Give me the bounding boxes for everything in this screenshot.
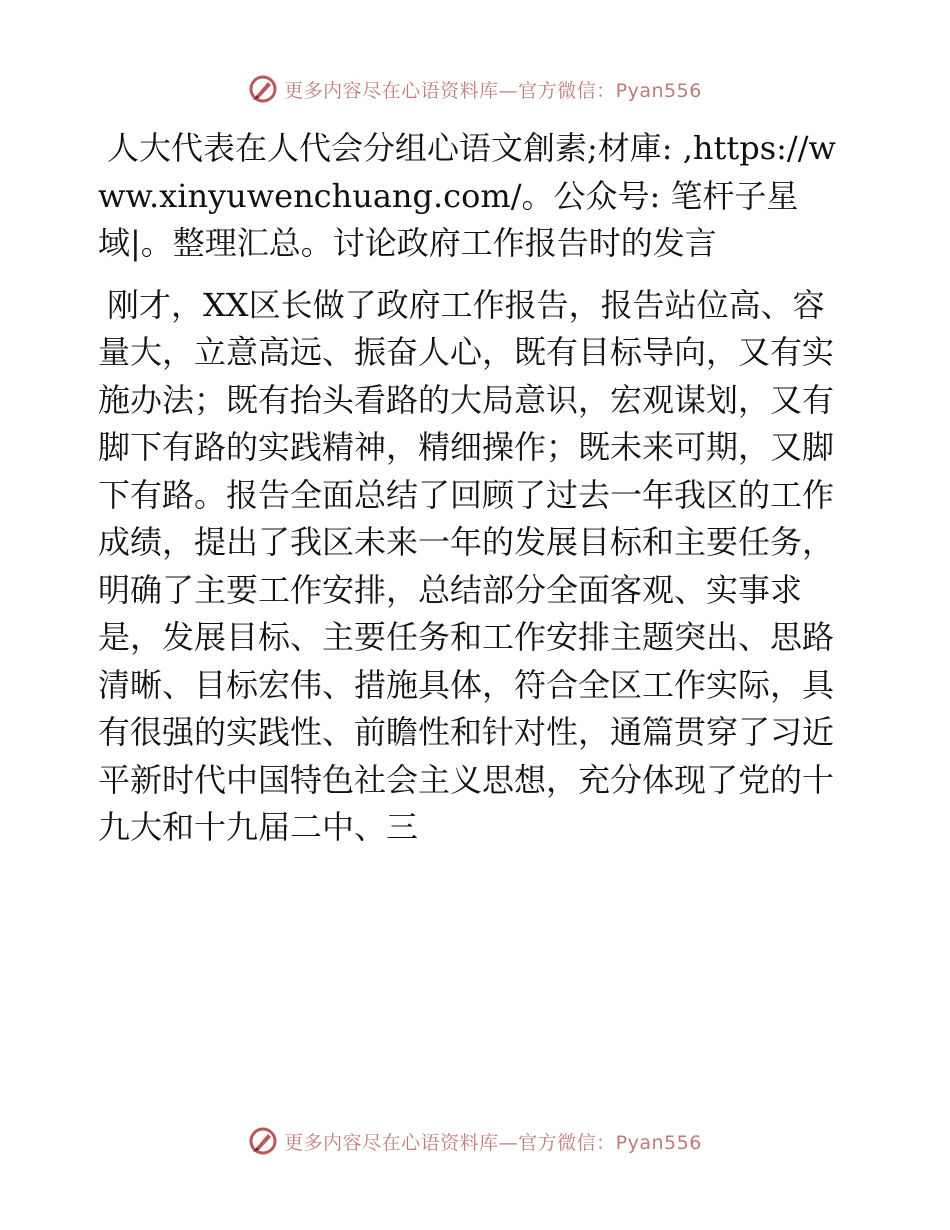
document-title: 人大代表在人代会分组心语文創素;材庫: ,https://www.xinyuwenchuang.com/。公众号: 笔杆子星域|。整理汇总。讨论政府工作报告时的发言 xyxy=(98,129,836,262)
footer-watermark xyxy=(0,1124,950,1158)
header-watermark xyxy=(0,72,950,106)
watermark-text: 更多内容尽在心语资料库—官方微信：Pyan556 xyxy=(284,1131,702,1154)
body-paragraph: 刚才，XX区长做了政府工作报告，报告站位高、容量大，立意高远、振奋人心，既有目标导向，又有实施办法；既有抬头看路的大局意识，宏观谋划，又有脚下有路的实践精神，精细操作；既未来可期，又脚下有路。报告全面总结了回顾了过去一年我区的工作成绩，提出了我区未来一年的发展目标和主要任务，明确了主要工作安排，总结部分全面客观、实事求是，发展目标、主要任务和工作安排主题突出、思路清晰、目标宏伟、措施具体，符合全区工作实际，具有很强的实践性、前瞻性和针对性，通篇贯穿了习近平新时代中国特色社会主义思想，充分体现了党的十九大和十九届二中、三 xyxy=(98,285,835,846)
pen-logo-icon xyxy=(248,74,278,104)
watermark-text: 更多内容尽在心语资料库—官方微信：Pyan556 xyxy=(284,79,702,102)
document-body xyxy=(98,125,853,852)
pen-logo-icon xyxy=(248,1126,278,1156)
